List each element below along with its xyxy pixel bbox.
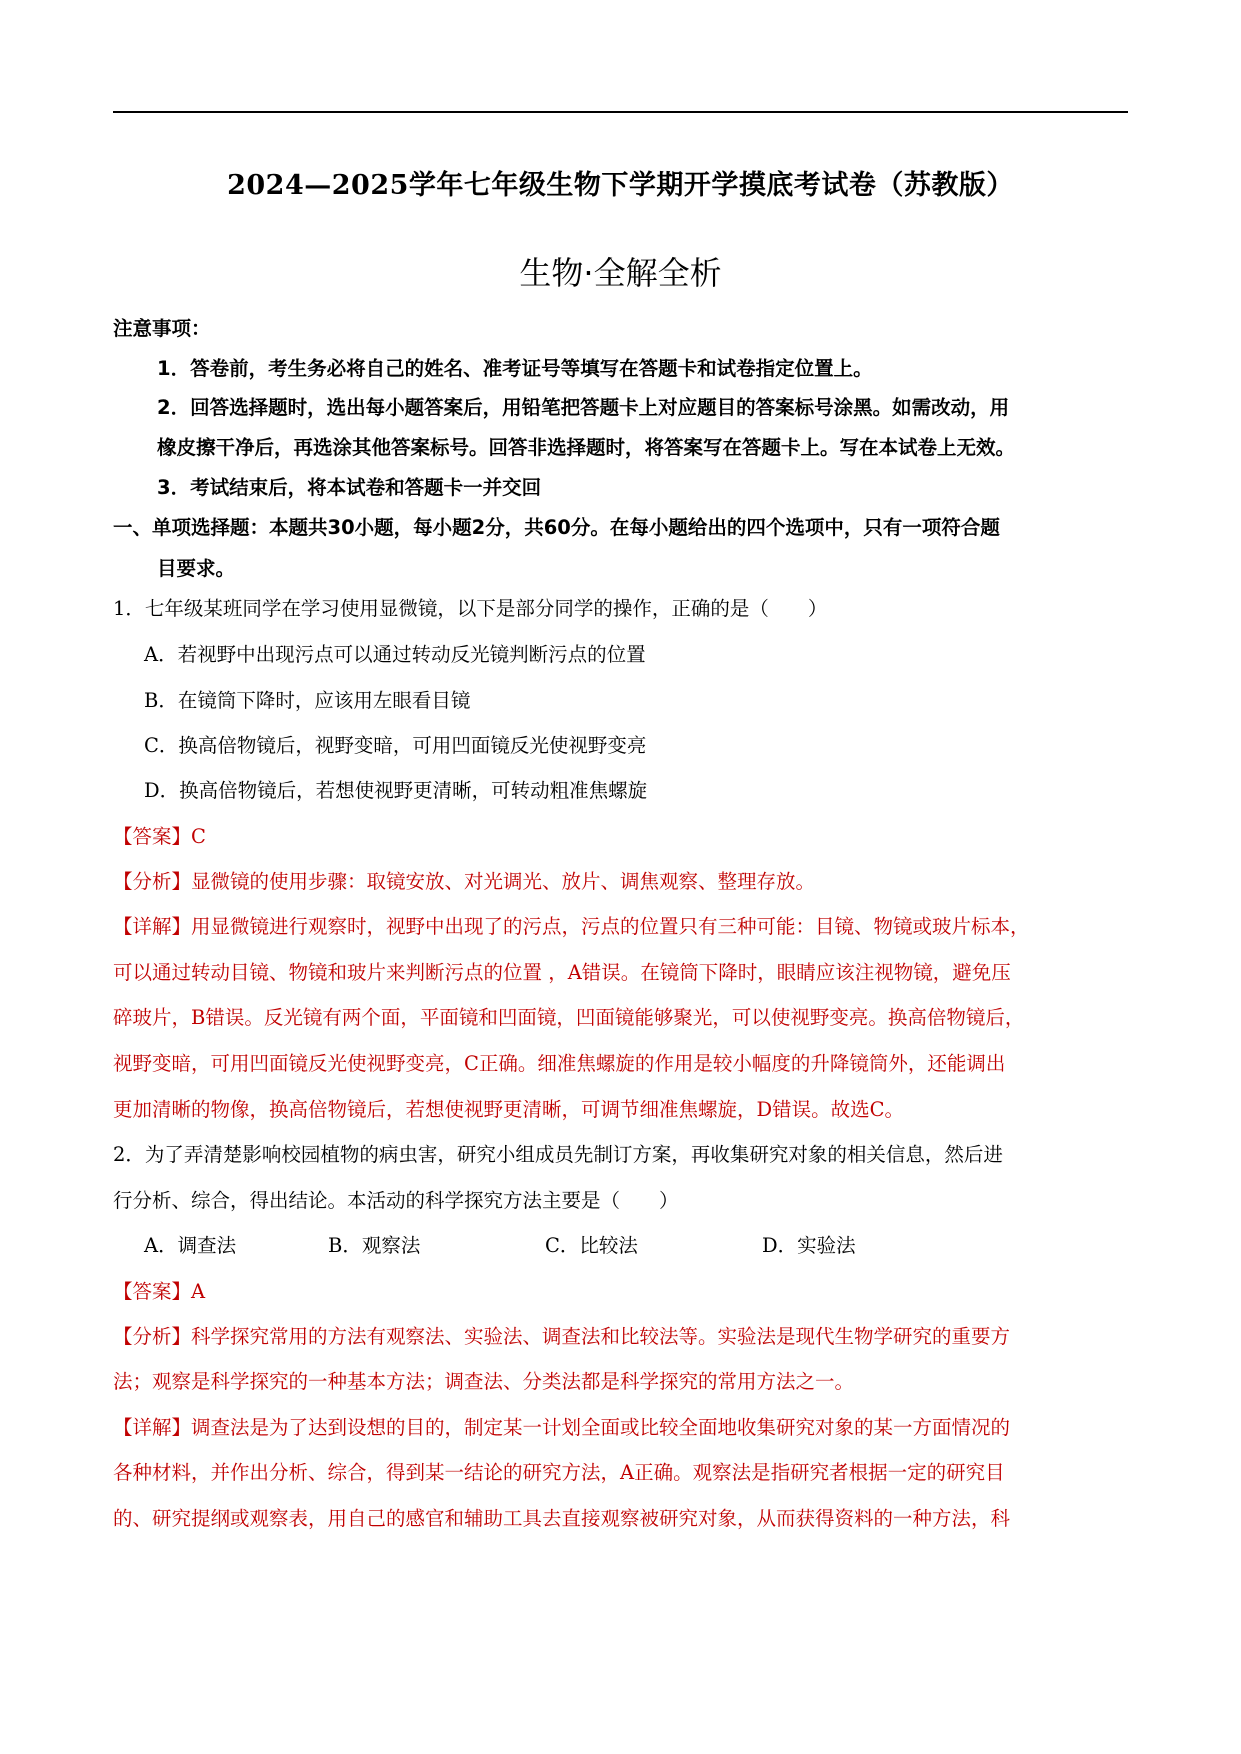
question-1-option-b: B．在镜筒下降时，应该用左眼看目镜 [144,689,471,712]
question-1-analysis: 【分析】显微镜的使用步骤：取镜安放、对光调光、放片、调焦观察、整理存放。 [113,870,816,893]
question-2-option-c: C．比较法 [545,1234,638,1257]
header-rule [113,111,1128,113]
question-2-detail: 各种材料，并作出分析、综合，得到某一结论的研究方法，A正确。观察法是指研究者根据一定的研究目 [113,1461,1005,1484]
question-1-detail: 更加清晰的物像，换高倍物镜后，若想使视野更清晰，可调节细准焦螺旋，D错误。故选C。 [113,1098,905,1121]
question-1-detail: 碎玻片，B错误。反光镜有两个面，平面镜和凹面镜，凹面镜能够聚光，可以使视野变亮。换高倍物镜后， [113,1006,1025,1029]
question-1-answer: 【答案】C [113,825,206,848]
question-1-detail: 视野变暗，可用凹面镜反光使视野变亮，C正确。细准焦螺旋的作用是较小幅度的升降镜筒外，还能调出 [113,1052,1006,1075]
notice-item: 橡皮擦干净后，再选涂其他答案标号。回答非选择题时，将答案写在答题卡上。写在本试卷上无效。 [157,436,1016,459]
question-2-stem: 2．为了弄清楚影响校园植物的病虫害，研究小组成员先制订方案，再收集研究对象的相关信息，然后进 [113,1143,1003,1166]
question-1-option-c: C．换高倍物镜后，视野变暗，可用凹面镜反光使视野变亮 [144,734,647,757]
document-subtitle: 生物·全解全析 [519,254,722,292]
section-heading: 一、单项选择题：本题共30小题，每小题2分，共60分。在每小题给出的四个选项中，只有一项符合题 [113,516,1000,539]
question-2-answer: 【答案】A [113,1280,206,1303]
question-2-analysis: 【分析】科学探究常用的方法有观察法、实验法、调查法和比较法等。实验法是现代生物学研究的重要方 [113,1325,1011,1348]
question-1-option-d: D．换高倍物镜后，若想使视野更清晰，可转动粗准焦螺旋 [144,779,648,802]
notice-item: 3．考试结束后，将本试卷和答题卡一并交回 [157,476,542,499]
notice-item: 1．答卷前，考生务必将自己的姓名、准考证号等填写在答题卡和试卷指定位置上。 [157,357,873,380]
notice-item: 2．回答选择题时，选出每小题答案后，用铅笔把答题卡上对应题目的答案标号涂黑。如需改动，用 [157,396,1010,419]
question-2-detail: 【详解】调查法是为了达到设想的目的，制定某一计划全面或比较全面地收集研究对象的某一方面情况的 [113,1416,1011,1439]
question-1-detail: 可以通过转动目镜、物镜和玻片来判断污点的位置 ，A错误。在镜筒下降时，眼睛应该注视物镜，避免压 [113,961,1011,984]
question-2-option-a: A．调查法 [144,1234,237,1257]
question-2-option-d: D．实验法 [762,1234,856,1257]
notice-heading: 注意事项： [113,317,211,340]
question-1-stem: 1．七年级某班同学在学习使用显微镜，以下是部分同学的操作，正确的是（ ） [113,597,828,620]
question-1-detail: 【详解】用显微镜进行观察时，视野中出现了的污点，污点的位置只有三种可能：目镜、物镜或玻片标本， [113,915,1030,938]
question-2-analysis: 法；观察是科学探究的一种基本方法；调查法、分类法都是科学探究的常用方法之一。 [113,1370,855,1393]
section-heading-cont: 目要求。 [157,557,236,580]
document-title: 2024—2025学年七年级生物下学期开学摸底考试卷（苏教版） [227,170,1014,201]
question-2-stem: 行分析、综合，得出结论。本活动的科学探究方法主要是（ ） [113,1189,679,1212]
question-1-option-a: A．若视野中出现污点可以通过转动反光镜判断污点的位置 [144,643,646,666]
question-2-detail: 的、研究提纲或观察表，用自己的感官和辅助工具去直接观察被研究对象，从而获得资料的一种方法，科 [113,1507,1011,1530]
question-2-option-b: B．观察法 [328,1234,421,1257]
